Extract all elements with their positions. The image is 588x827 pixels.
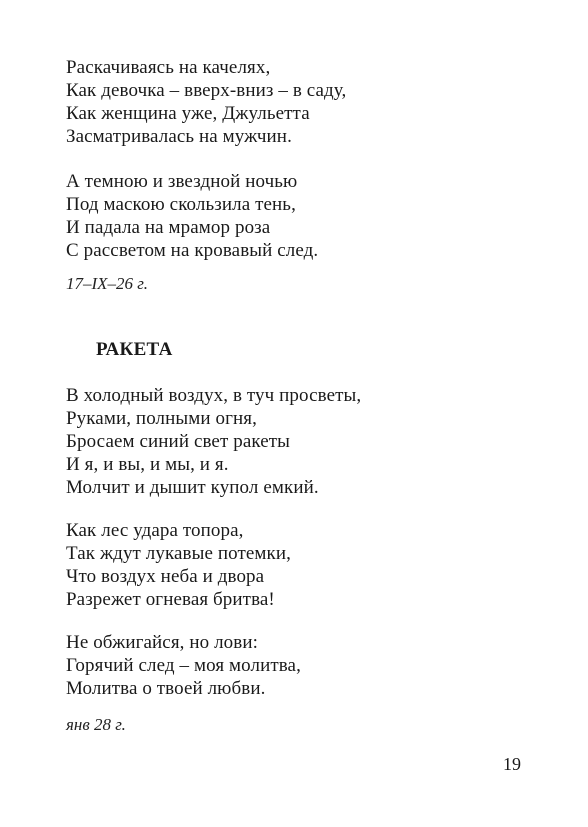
poem2-stanza3-line3: Молитва о твоей любви. bbox=[66, 678, 266, 699]
poem1-stanza2-line4: С рассветом на кровавый след. bbox=[66, 240, 319, 261]
poem2-date: янв 28 г. bbox=[66, 715, 126, 734]
poem2-stanza1-line1: В холодный воздух, в туч просветы, bbox=[66, 385, 362, 406]
poem2-stanza1-line4: И я, и вы, и мы, и я. bbox=[66, 454, 229, 475]
poem1-stanza2-line1: А темною и звездной ночью bbox=[66, 171, 298, 192]
poem2-title: РАКЕТА bbox=[96, 339, 173, 360]
poem1-stanza2-line3: И падала на мрамор роза bbox=[66, 217, 271, 238]
poem1-stanza1-line2: Как девочка – вверх-вниз – в саду, bbox=[66, 80, 347, 101]
poem2-stanza2-line2: Так ждут лукавые потемки, bbox=[66, 543, 291, 564]
poem2-stanza2-line1: Как лес удара топора, bbox=[66, 520, 244, 541]
poem1-date: 17–IX–26 г. bbox=[66, 274, 148, 293]
poem2-stanza3-line1: Не обжигайся, но лови: bbox=[66, 632, 258, 653]
poem1-stanza1-line3: Как женщина уже, Джульетта bbox=[66, 103, 310, 124]
poem2-stanza1-line2: Руками, полными огня, bbox=[66, 408, 257, 429]
poem1-stanza2-line2: Под маскою скользила тень, bbox=[66, 194, 296, 215]
poem2-stanza3-line2: Горячий след – моя молитва, bbox=[66, 655, 301, 676]
poem1-stanza1-line1: Раскачиваясь на качелях, bbox=[66, 57, 271, 78]
page-number: 19 bbox=[503, 754, 521, 774]
poem2-stanza2-line4: Разрежет огневая бритва! bbox=[66, 589, 275, 610]
poem2-stanza2-line3: Что воздух неба и двора bbox=[66, 566, 265, 587]
poem2-stanza1-line3: Бросаем синий свет ракеты bbox=[66, 431, 291, 452]
poem1-stanza1-line4: Засматривалась на мужчин. bbox=[66, 126, 292, 147]
poem2-stanza1-line5: Молчит и дышит купол емкий. bbox=[66, 477, 319, 498]
